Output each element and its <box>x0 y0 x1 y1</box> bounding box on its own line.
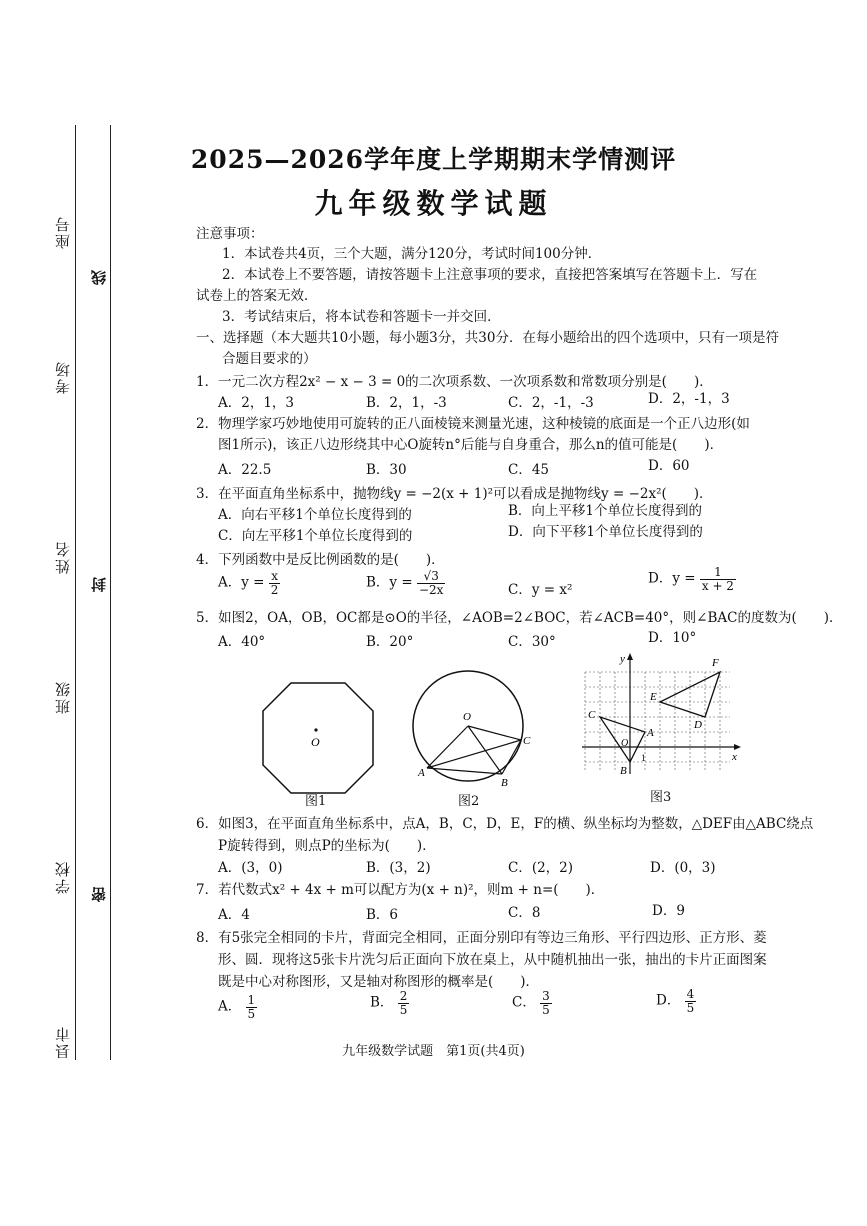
question-5-stem: 5．如图2，OA，OB，OC都是⊙O的半径，∠AOB=2∠BOC，若∠ACB=40°，则∠BAC的度数为( )． <box>196 610 843 626</box>
name-label: 姓名 <box>54 540 72 574</box>
class-label: 班级 <box>54 680 72 714</box>
section-heading-cont: 合题目要求的） <box>222 351 317 367</box>
option-b-prefix: B． <box>370 994 394 1011</box>
question-5-option-a: A．40° <box>218 634 266 650</box>
denominator: 5 <box>399 1002 408 1017</box>
denominator: 5 <box>686 1000 695 1015</box>
question-2-stem: 2．物理学家巧妙地使用可旋转的正八面棱镜来测量光速，这种棱镜的底面是一个正八边形(如 <box>196 416 750 432</box>
option-a-prefix: A． <box>218 998 242 1015</box>
question-4-option-a <box>218 570 280 596</box>
point-e-label: E <box>650 691 657 703</box>
question-3-stem: 3．在平面直角坐标系中，抛物线y = −2(x + 1)²可以看成是抛物线y = −2x²( )． <box>196 486 713 502</box>
question-8-option-d <box>656 988 696 1014</box>
notice-item-2-cont: 试卷上的答案无效． <box>196 288 318 304</box>
question-1-stem: 1．一元二次方程2x² − x − 3 = 0的二次项系数、一次项系数和常数项分别是( )． <box>196 374 713 390</box>
question-2-option-a: A．22.5 <box>218 462 272 478</box>
axis-x-label: x <box>732 751 737 763</box>
question-7-option-b: B．6 <box>366 907 399 923</box>
question-7-option-a: A．4 <box>218 907 250 923</box>
point-a-label: A <box>647 727 654 739</box>
question-8-option-b <box>370 990 409 1016</box>
question-6-option-c: C．(2，2) <box>508 860 574 876</box>
fraction <box>417 570 445 596</box>
figure-2-circle <box>405 668 535 788</box>
question-4-option-c: C．y = x² <box>508 582 573 598</box>
point-c-label: C <box>523 735 531 747</box>
origin-label: O <box>621 738 629 749</box>
numerator: 3 <box>542 989 550 1003</box>
denominator: 5 <box>542 1002 550 1017</box>
fraction <box>540 990 552 1016</box>
question-4-option-d <box>648 566 736 592</box>
axis-y-label: y <box>620 653 625 665</box>
question-2-option-c: C．45 <box>508 462 550 478</box>
point-a-label: A <box>418 767 425 779</box>
notice-item-2: 2．本试卷上不要答题，请按答题卡上注意事项的要求，直接把答案填写在答题卡上．写在 <box>222 267 758 283</box>
seal-char-secret: 密 <box>90 885 108 902</box>
school-label: 学校 <box>54 860 72 894</box>
notice-item-1: 1．本试卷共4页，三个大题，满分120分，考试时间100分钟． <box>222 246 602 262</box>
denominator: 5 <box>247 1006 256 1021</box>
question-2-option-d: D．60 <box>648 458 690 474</box>
question-1-option-b: B．2，1，-3 <box>366 395 447 411</box>
exam-title: 2025—2026学年度上学期期末学情测评 <box>190 145 677 174</box>
question-3-option-d: D．向下平移1个单位长度得到的 <box>508 524 703 540</box>
question-2-option-b: B．30 <box>366 462 407 478</box>
question-3-option-a: A．向右平移1个单位长度得到的 <box>218 507 412 523</box>
question-5-option-d: D．10° <box>648 630 697 646</box>
question-6-stem: 6．如图3，在平面直角坐标系中，点A，B，C，D，E，F的横、纵坐标均为整数，△DEF由△ABC绕点 <box>196 816 814 832</box>
county-label: 县市 <box>54 1025 72 1059</box>
question-7-stem: 7．若代数式x² + 4x + m可以配方为(x + n)²，则m + n=( )． <box>196 882 605 898</box>
figure-3-grid <box>580 650 750 780</box>
numerator: 1 <box>700 566 736 580</box>
point-b-label: B <box>620 765 627 777</box>
fraction <box>246 994 258 1020</box>
figure-1-octagon <box>258 678 378 798</box>
figure-2-caption: 图2 <box>458 794 480 809</box>
question-4-option-b <box>366 570 445 596</box>
denominator: 2 <box>270 582 279 597</box>
point-b-label: B <box>501 777 508 788</box>
question-2-stem-cont: 图1所示)，该正八边形绕其中心O旋转n°后能与自身重合，那么n的值可能是( )． <box>218 437 724 453</box>
option-d-prefix: D． <box>656 992 681 1009</box>
question-8-option-a <box>218 994 257 1020</box>
exam-room-label: 考场 <box>54 360 72 394</box>
question-4-stem: 4．下列函数中是反比例函数的是( )． <box>196 552 445 568</box>
unit-tick-label: 1 <box>641 753 646 763</box>
option-b-prefix: B．y = <box>366 574 413 591</box>
option-c-prefix: C． <box>512 994 536 1011</box>
question-6-option-d: D．(0，3) <box>650 860 716 876</box>
question-1-option-a: A．2，1，3 <box>218 395 295 411</box>
point-o-label: O <box>463 711 471 723</box>
question-7-option-c: C．8 <box>508 905 541 921</box>
numerator: x <box>269 570 281 584</box>
question-3-option-b: B．向上平移1个单位长度得到的 <box>508 503 703 519</box>
fraction <box>685 988 697 1014</box>
figure-1-center-label: O <box>311 735 320 749</box>
exam-subtitle: 九年级数学试题 <box>314 187 553 220</box>
question-5-option-b: B．20° <box>366 634 414 650</box>
section-heading: 一、选择题（本大题共10小题，每小题3分，共30分．在每小题给出的四个选项中，只有一项是符 <box>196 330 779 346</box>
question-1-option-d: D．2，-1，3 <box>648 391 730 407</box>
question-8-stem: 8．有5张完全相同的卡片，背面完全相同，正面分别印有等边三角形、平行四边形、正方形、菱 <box>196 930 767 946</box>
page-footer: 九年级数学试题 第1页(共4页) <box>342 1044 525 1059</box>
notice-heading: 注意事项： <box>196 226 264 242</box>
point-f-label: F <box>712 657 719 669</box>
denominator: −2x <box>418 582 444 597</box>
seal-char-seal: 封 <box>90 575 108 592</box>
fraction <box>398 990 410 1016</box>
binding-line-right <box>110 125 111 1060</box>
question-7-option-d: D．9 <box>652 903 685 919</box>
question-6-option-b: B．(3，2) <box>366 860 431 876</box>
fraction <box>700 566 736 592</box>
numerator: 1 <box>247 993 256 1007</box>
seal-char-line: 线 <box>90 268 108 285</box>
numerator: √3 <box>417 570 445 584</box>
figure-3-caption: 图3 <box>650 790 672 805</box>
question-6-option-a: A．(3，0) <box>218 860 283 876</box>
question-8-option-c <box>512 990 552 1016</box>
option-a-prefix: A．y = <box>218 574 265 591</box>
denominator: x + 2 <box>701 578 734 593</box>
question-8-stem-cont2: 既是中心对称图形，又是轴对称图形的概率是( )． <box>218 974 540 990</box>
option-d-prefix: D．y = <box>648 570 696 587</box>
question-3-option-c: C．向左平移1个单位长度得到的 <box>218 528 413 544</box>
binding-line-left <box>75 125 76 1060</box>
question-1-option-c: C．2，-1，-3 <box>508 395 594 411</box>
point-c-label: C <box>588 709 596 721</box>
figure-1-caption: 图1 <box>305 794 327 809</box>
seat-number-label: 座号 <box>54 215 72 249</box>
question-8-stem-cont: 形、圆．现将这5张卡片洗匀后正面向下放在桌上，从中随机抽出一张，抽出的卡片正面图案 <box>218 952 767 968</box>
numerator: 2 <box>399 989 408 1003</box>
point-d-label: D <box>694 719 702 731</box>
notice-item-3: 3．考试结束后，将本试卷和答题卡一并交回． <box>222 309 501 325</box>
question-5-option-c: C．30° <box>508 634 556 650</box>
numerator: 4 <box>686 987 695 1001</box>
fraction <box>269 570 281 596</box>
question-6-stem-cont: P旋转得到，则点P的坐标为( )． <box>218 838 436 854</box>
